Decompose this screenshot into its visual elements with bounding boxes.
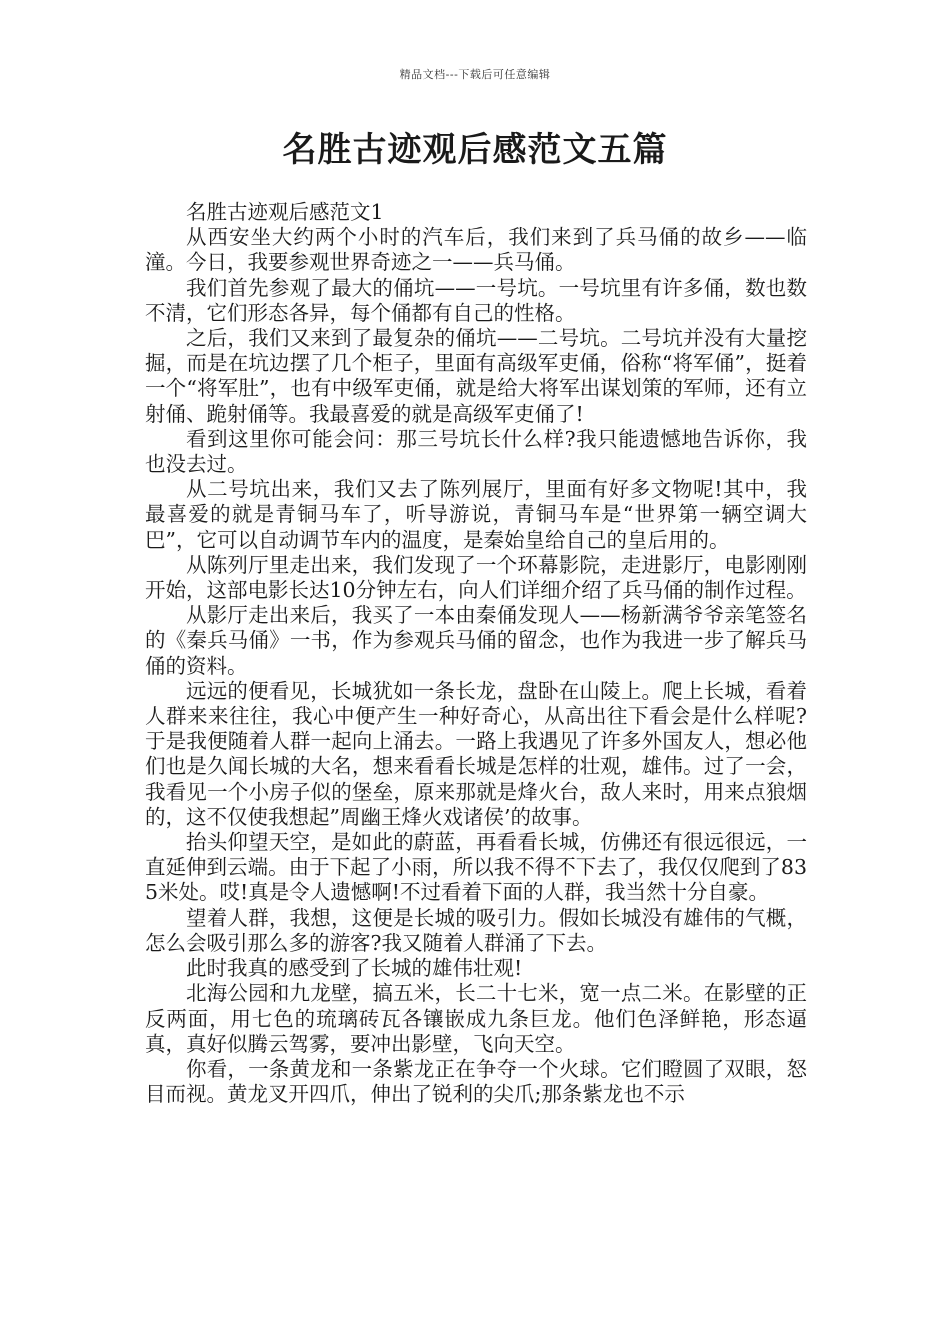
paragraph: 你看，一条黄龙和一条紫龙正在争夺一个火球。它们瞪圆了双眼，怒目而视。黄龙叉开四爪，伸出了锐利的尖爪;那条紫龙也不示: [145, 1056, 807, 1107]
paragraph: 从影厅走出来后，我买了一本由秦俑发现人——杨新满爷爷亲笔签名的《秦兵马俑》一书，作为参观兵马俑的留念，也作为我进一步了解兵马俑的资料。: [145, 603, 807, 678]
paragraph: 远远的便看见，长城犹如一条长龙，盘卧在山陵上。爬上长城，看着人群来来往往，我心中便产生一种好奇心，从高出往下看会是什么样呢?于是我便随着人群一起向上涌去。一路上我遇见了许多外国友人，想必他们也是久闻长城的大名，想来看看长城是怎样的壮观，雄伟。过了一会，我看见一个小房子似的堡垒，原来那就是烽火台，敌人来时，用来点狼烟的，这不仅使我想起”周幽王烽火戏诸侯’的故事。: [145, 678, 807, 829]
document-title: 名胜古迹观后感范文五篇: [282, 130, 668, 170]
paragraph: 望着人群，我想，这便是长城的吸引力。假如长城没有雄伟的气概，怎么会吸引那么多的游客?我又随着人群涌了下去。: [145, 905, 807, 955]
paragraph: 从陈列厅里走出来，我们发现了一个环幕影院，走进影厅，电影刚刚开始，这部电影长达10分钟左右，向人们详细介绍了兵马俑的制作过程。: [145, 552, 807, 603]
paragraph: 北海公园和九龙壁，搞五米，长二十七米，宽一点二米。在影壁的正反两面，用七色的琉璃砖瓦各镶嵌成九条巨龙。他们色泽鲜艳，形态逼真，真好似腾云驾雾，要冲出影壁，飞向天空。: [145, 981, 807, 1056]
header-note: 精品文档---下载后可任意编辑: [399, 68, 551, 81]
paragraph: 我们首先参观了最大的俑坑——一号坑。一号坑里有许多俑，数也数不清，它们形态各异，每个俑都有自己的性格。: [145, 275, 807, 325]
paragraph: 抬头仰望天空，是如此的蔚蓝，再看看长城，仿佛还有很远很远，一直延伸到云端。由于下起了小雨，所以我不得不下去了，我仅仅爬到了835米处。哎!真是令人遗憾啊!不过看着下面的人群，我当然十分自豪。: [145, 830, 807, 905]
paragraph: 此时我真的感受到了长城的雄伟壮观!: [186, 956, 523, 981]
document-body: [145, 200, 807, 1107]
paragraph: 看到这里你可能会问：那三号坑长什么样?我只能遗憾地告诉你，我也没去过。: [145, 426, 807, 477]
paragraph: 之后，我们又来到了最复杂的俑坑——二号坑。二号坑并没有大量挖掘，而是在坑边摆了几个柜子，里面有高级军吏俑，俗称“将军俑”，挺着一个“将军肚”，也有中级军吏俑，就是给大将军出谋划策的军师，还有立射俑、跪射俑等。我最喜爱的就是高级军吏俑了!: [145, 326, 807, 426]
paragraph: 从二号坑出来，我们又去了陈列展厅，里面有好多文物呢!其中，我最喜爱的就是青铜马车了，听导游说，青铜马车是“世界第一辆空调大巴”，它可以自动调节车内的温度，是秦始皇给自己的皇后用的。: [145, 477, 807, 552]
section-heading: 名胜古迹观后感范文1: [186, 200, 384, 224]
paragraph: 从西安坐大约两个小时的汽车后，我们来到了兵马俑的故乡——临潼。今日，我要参观世界奇迹之一——兵马俑。: [145, 225, 807, 275]
